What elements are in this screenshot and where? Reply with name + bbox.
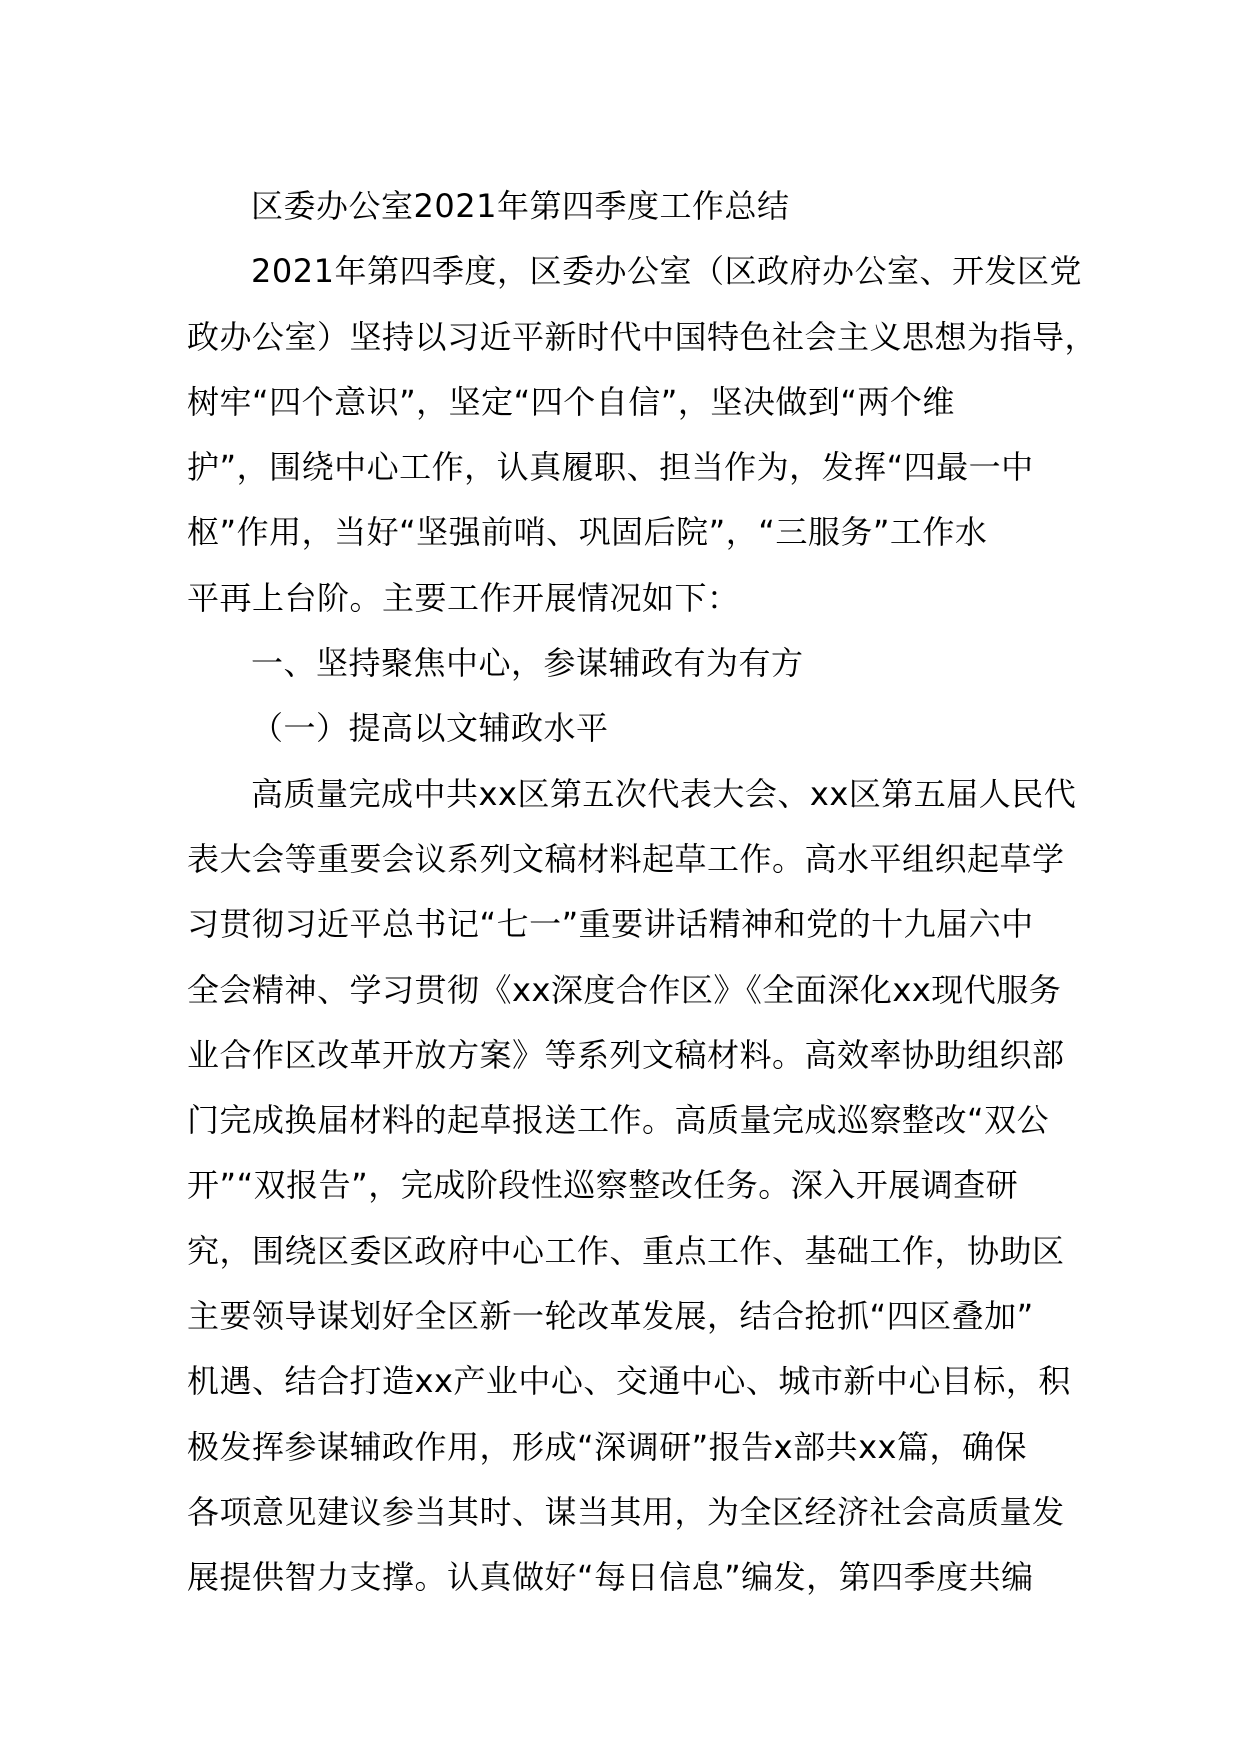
document-title: 区委办公室2021年第四季度工作总结 xyxy=(251,187,790,225)
body-line: 习贯彻习近平总书记“七一”重要讲话精神和党的十九届六中 xyxy=(187,905,1034,944)
subsection-heading: （一）提高以文辅政水平 xyxy=(251,709,609,748)
body-line: 门完成换届材料的起草报送工作。高质量完成巡察整改“双公 xyxy=(187,1101,1050,1140)
body-line: 极发挥参谋辅政作用，形成“深调研”报告x部共xx篇，确保 xyxy=(187,1427,1027,1466)
body-line: 开”“双报告”，完成阶段性巡察整改任务。深入开展调查研 xyxy=(187,1166,1019,1205)
body-line: 表大会等重要会议系列文稿材料起草工作。高水平组织起草学 xyxy=(187,839,1065,878)
intro-line: 2021年第四季度，区委办公室（区政府办公室、开发区党 xyxy=(251,252,1082,291)
intro-line: 树牢“四个意识”，坚定“四个自信”，坚决做到“两个维 xyxy=(187,382,955,421)
body-line: 展提供智力支撑。认真做好“每日信息”编发，第四季度共编 xyxy=(187,1558,1034,1597)
intro-line: 平再上台阶。主要工作开展情况如下： xyxy=(187,578,740,617)
body-line: 机遇、结合打造xx产业中心、交通中心、城市新中心目标，积 xyxy=(187,1362,1071,1401)
body-line: 究，围绕区委区政府中心工作、重点工作、基础工作，协助区 xyxy=(187,1231,1065,1270)
body-line: 主要领导谋划好全区新一轮改革发展，结合抢抓“四区叠加” xyxy=(187,1297,1034,1336)
section-heading: 一、坚持聚焦中心，参谋辅政有为有方 xyxy=(251,644,804,683)
body-line: 高质量完成中共xx区第五次代表大会、xx区第五届人民代 xyxy=(251,774,1077,813)
body-line: 全会精神、学习贯彻《xx深度合作区》《全面深化xx现代服务 xyxy=(187,970,1062,1009)
document-body xyxy=(187,174,1187,1611)
intro-line: 政办公室）坚持以习近平新时代中国特色社会主义思想为指导， xyxy=(187,317,1098,356)
intro-line: 枢”作用，当好“坚强前哨、巩固后院”，“三服务”工作水 xyxy=(187,513,988,552)
intro-line: 护”，围绕中心工作，认真履职、担当作为，发挥“四最一中 xyxy=(187,448,1034,487)
body-line: 业合作区改革开放方案》等系列文稿材料。高效率协助组织部 xyxy=(187,1035,1065,1074)
body-line: 各项意见建议参当其时、谋当其用，为全区经济社会高质量发 xyxy=(187,1492,1065,1531)
